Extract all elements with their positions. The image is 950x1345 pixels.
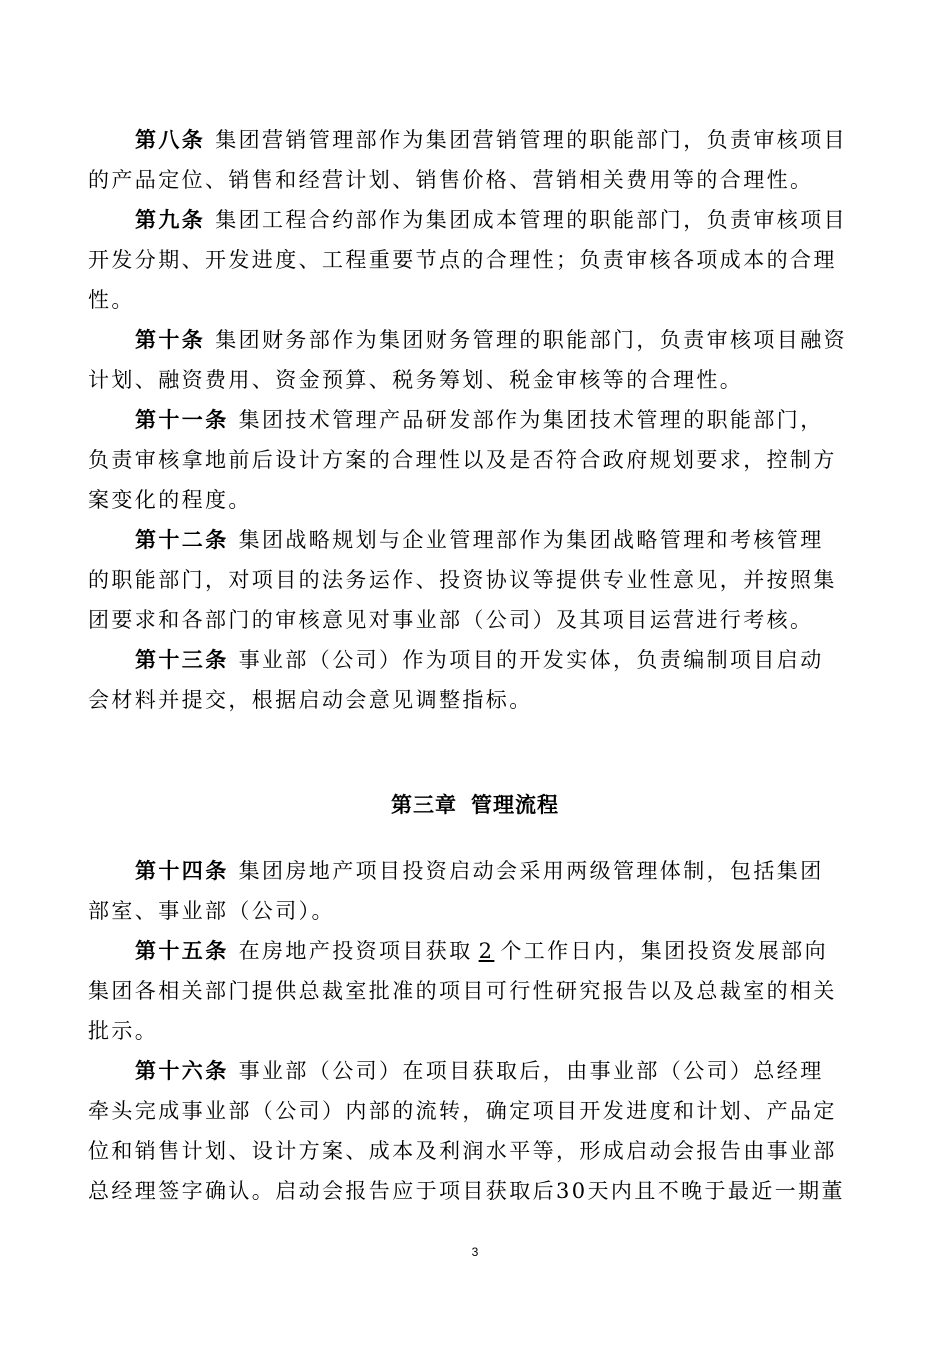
article-label: 第十二条 [135, 527, 229, 552]
article-label: 第十三条 [135, 647, 229, 672]
article-label: 第十六条 [135, 1058, 229, 1083]
article-10 [88, 320, 862, 400]
article-15 [88, 931, 862, 1051]
day-count-underlined: 2 [478, 939, 495, 963]
article-11 [88, 400, 862, 520]
article-text: 案变化的程度。 [88, 488, 252, 512]
article-text: 集团战略规划与企业管理部作为集团战略管理和考核管理 [238, 528, 824, 552]
article-8 [88, 120, 862, 200]
article-14 [88, 851, 862, 931]
article-text: 的产品定位、销售和经营计划、销售价格、营销相关费用等的合理性。 [88, 168, 814, 192]
article-text: 性。 [88, 288, 135, 312]
article-text: 位和销售计划、设计方案、成本及利润水平等，形成启动会报告由事业部 [88, 1139, 837, 1163]
article-9 [88, 200, 862, 320]
article-label: 第十四条 [135, 858, 229, 883]
article-text: 事业部（公司）作为项目的开发实体，负责编制项目启动 [238, 648, 824, 672]
article-text: 在房地产投资项目获取 [238, 939, 473, 963]
article-text: 集团财务部作为集团财务管理的职能部门，负责审核项目融资 [215, 328, 848, 352]
article-text: 集团房地产项目投资启动会采用两级管理体制，包括集团 [238, 859, 824, 883]
article-text: 集团营销管理部作为集团营销管理的职能部门，负责审核项目 [215, 128, 848, 152]
article-text: 集团技术管理产品研发部作为集团技术管理的职能部门， [238, 408, 824, 432]
article-text: 事业部（公司）在项目获取后，由事业部（公司）总经理 [238, 1059, 824, 1083]
chapter-number: 第三章 [391, 792, 457, 817]
articles-section-chapter3 [88, 851, 862, 1211]
article-label: 第八条 [135, 127, 206, 152]
article-label: 第九条 [135, 207, 206, 232]
page-number: 3 [471, 1245, 479, 1259]
article-text: 计划、融资费用、资金预算、税务筹划、税金审核等的合理性。 [88, 368, 744, 392]
article-text: 会材料并提交，根据启动会意见调整指标。 [88, 688, 533, 712]
article-text: 部室、事业部（公司）。 [88, 899, 335, 923]
article-text: 牵头完成事业部（公司）内部的流转，确定项目开发进度和计划、产品定 [88, 1099, 837, 1123]
article-12 [88, 520, 862, 640]
article-16 [88, 1051, 862, 1211]
article-text: 个工作日内，集团投资发展部向 [500, 939, 828, 963]
article-text: 集团各相关部门提供总裁室批准的项目可行性研究报告以及总裁室的相关 [88, 979, 837, 1003]
article-text: 批示。 [88, 1019, 159, 1043]
article-label: 第十条 [135, 327, 206, 352]
article-label: 第十一条 [135, 407, 229, 432]
article-text: 团要求和各部门的审核意见对事业部（公司）及其项目运营进行考核。 [88, 608, 814, 632]
chapter-title: 管理流程 [471, 792, 559, 817]
article-text: 开发分期、开发进度、工程重要节点的合理性；负责审核各项成本的合理 [88, 248, 837, 272]
article-label: 第十五条 [135, 938, 229, 963]
article-13 [88, 640, 862, 720]
article-text: 集团工程合约部作为集团成本管理的职能部门，负责审核项目 [215, 208, 848, 232]
articles-section-chapter2 [88, 120, 862, 720]
article-text: 负责审核拿地前后设计方案的合理性以及是否符合政府规划要求，控制方 [88, 448, 837, 472]
article-text: 总经理签字确认。启动会报告应于项目获取后30天内且不晚于最近一期董 [88, 1179, 845, 1203]
article-text: 的职能部门，对项目的法务运作、投资协议等提供专业性意见，并按照集 [88, 568, 837, 592]
chapter-heading [0, 785, 950, 825]
